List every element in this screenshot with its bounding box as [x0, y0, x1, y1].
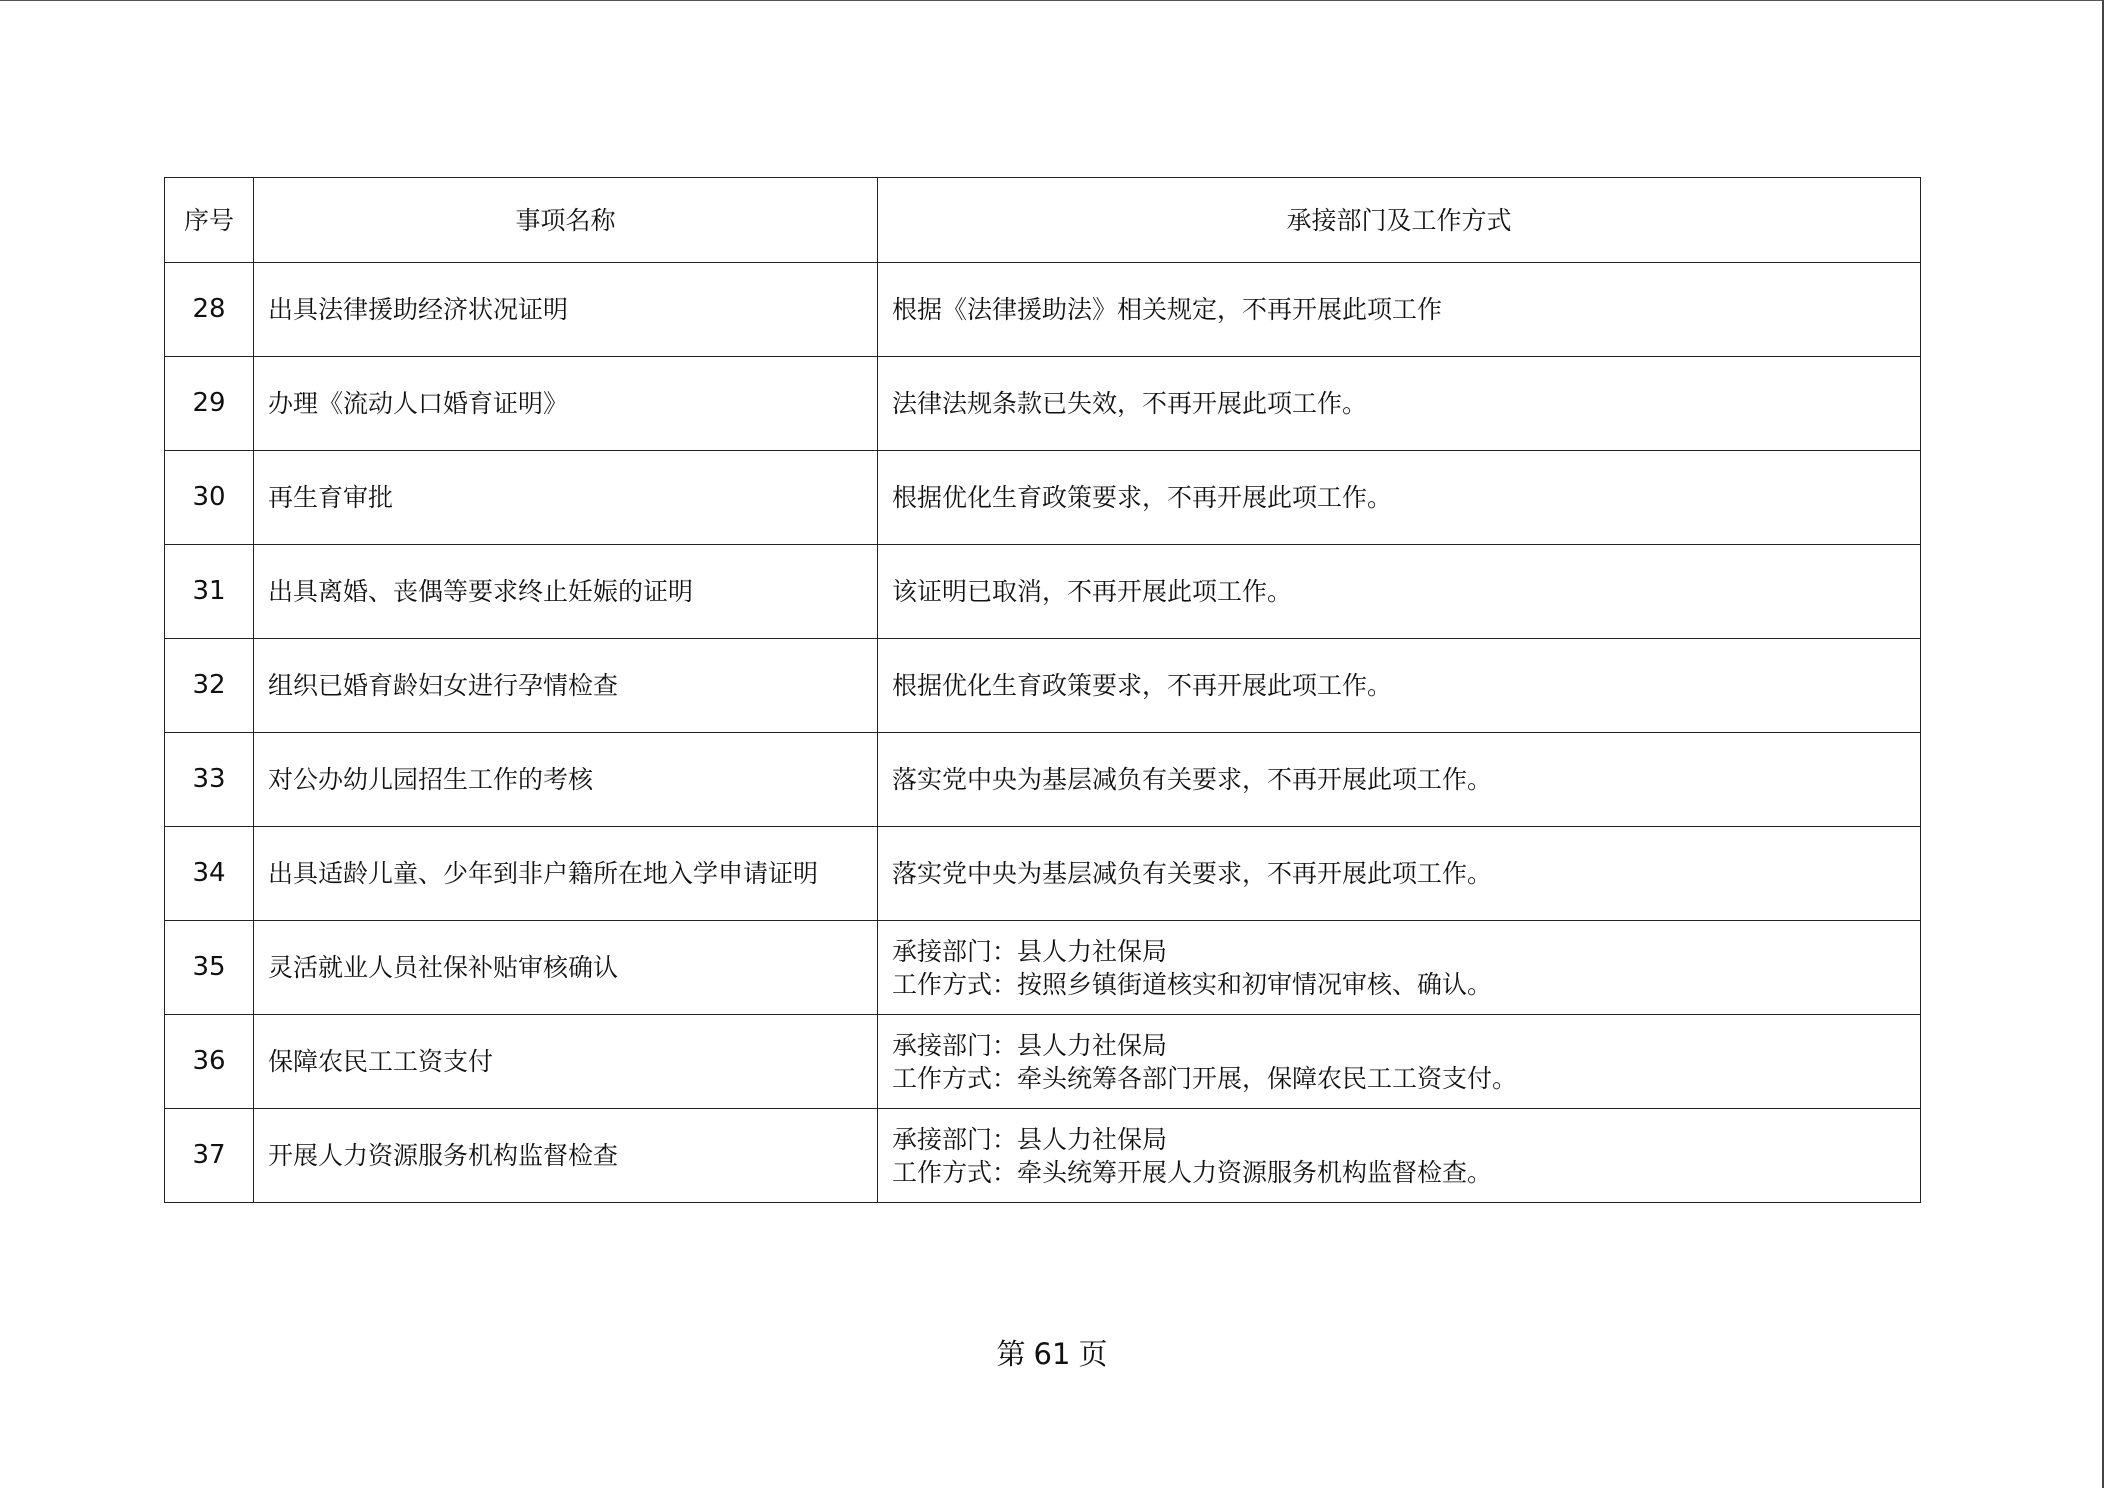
item-name: 再生育审批 — [254, 451, 878, 545]
header-department-method: 承接部门及工作方式 — [878, 178, 1921, 263]
items-table — [164, 177, 1921, 1203]
table-row — [165, 1015, 1921, 1109]
row-number: 35 — [165, 921, 254, 1015]
department-method — [878, 639, 1921, 733]
table-header-row — [165, 178, 1921, 263]
table-row — [165, 451, 1921, 545]
row-number: 29 — [165, 357, 254, 451]
row-number: 36 — [165, 1015, 254, 1109]
department-method — [878, 921, 1921, 1015]
page-number-suffix: 页 — [1078, 1337, 1108, 1371]
row-number: 33 — [165, 733, 254, 827]
table-row — [165, 639, 1921, 733]
row-number: 34 — [165, 827, 254, 921]
department-method-line: 该证明已取消，不再开展此项工作。 — [892, 577, 1293, 606]
department-method-line: 根据优化生育政策要求，不再开展此项工作。 — [892, 483, 1393, 512]
table-row — [165, 263, 1921, 357]
page-footer — [0, 1332, 2104, 1373]
department-method-line: 根据《法律援助法》相关规定，不再开展此项工作 — [892, 295, 1443, 324]
department-method-line: 承接部门：县人力社保局 — [892, 1124, 1168, 1154]
department-method — [878, 451, 1921, 545]
table-row — [165, 357, 1921, 451]
department-method-line: 工作方式：按照乡镇街道核实和初审情况审核、确认。 — [892, 969, 1493, 999]
page-top-edge — [0, 0, 2104, 1]
table-row — [165, 827, 1921, 921]
header-item-name: 事项名称 — [254, 178, 878, 263]
department-method-line: 工作方式：牵头统筹开展人力资源服务机构监督检查。 — [892, 1157, 1493, 1187]
item-name: 出具法律援助经济状况证明 — [254, 263, 878, 357]
item-name: 组织已婚育龄妇女进行孕情检查 — [254, 639, 878, 733]
item-name: 开展人力资源服务机构监督检查 — [254, 1109, 878, 1203]
department-method-line: 法律法规条款已失效，不再开展此项工作。 — [892, 389, 1368, 418]
page-number: 61 — [1033, 1337, 1071, 1371]
row-number: 30 — [165, 451, 254, 545]
department-method-line: 落实党中央为基层减负有关要求，不再开展此项工作。 — [892, 859, 1493, 888]
department-method — [878, 733, 1921, 827]
department-method — [878, 1109, 1921, 1203]
department-method-line: 根据优化生育政策要求，不再开展此项工作。 — [892, 671, 1393, 700]
item-name: 出具离婚、丧偶等要求终止妊娠的证明 — [254, 545, 878, 639]
item-name: 办理《流动人口婚育证明》 — [254, 357, 878, 451]
department-method-line: 承接部门：县人力社保局 — [892, 1030, 1168, 1060]
item-name: 灵活就业人员社保补贴审核确认 — [254, 921, 878, 1015]
table-row — [165, 733, 1921, 827]
table-row — [165, 921, 1921, 1015]
item-name: 对公办幼儿园招生工作的考核 — [254, 733, 878, 827]
row-number: 28 — [165, 263, 254, 357]
department-method — [878, 357, 1921, 451]
item-name: 出具适龄儿童、少年到非户籍所在地入学申请证明 — [254, 827, 878, 921]
row-number: 31 — [165, 545, 254, 639]
department-method — [878, 827, 1921, 921]
row-number: 37 — [165, 1109, 254, 1203]
table-body — [165, 263, 1921, 1203]
row-number: 32 — [165, 639, 254, 733]
department-method-line: 工作方式：牵头统筹各部门开展，保障农民工工资支付。 — [892, 1063, 1518, 1093]
item-name: 保障农民工工资支付 — [254, 1015, 878, 1109]
department-method — [878, 263, 1921, 357]
table-row — [165, 1109, 1921, 1203]
department-method-line: 落实党中央为基层减负有关要求，不再开展此项工作。 — [892, 765, 1493, 794]
table-row — [165, 545, 1921, 639]
department-method — [878, 1015, 1921, 1109]
header-number: 序号 — [165, 178, 254, 263]
page-number-prefix: 第 — [996, 1337, 1026, 1371]
department-method-line: 承接部门：县人力社保局 — [892, 936, 1168, 966]
department-method — [878, 545, 1921, 639]
